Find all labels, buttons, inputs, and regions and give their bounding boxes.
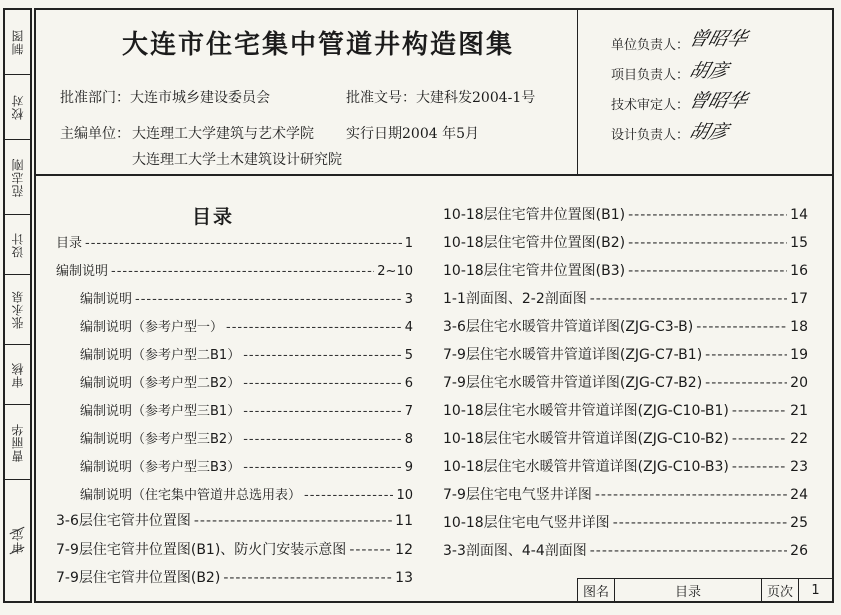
toc-entry: 10-18层住宅电气竖井详图 ----- 25 bbox=[443, 512, 808, 532]
toc-entry: 编制说明 ----- 2~10 bbox=[56, 260, 413, 279]
toc-entry: 编制说明（参考户型三B1） ----- 7 bbox=[80, 400, 413, 419]
approve-doc-no: 批准文号：大建科发2004-1号 bbox=[346, 90, 536, 106]
toc-entry: 10-18层住宅管井位置图(B1) ----- 14 bbox=[443, 204, 808, 224]
toc-entry: 7-9层住宅电气竖井详图 ----- 24 bbox=[443, 484, 808, 504]
toc-entry: 7-9层住宅水暖管井管道详图(ZJG-C7-B2) ----- 20 bbox=[443, 372, 808, 392]
editor-label: 主编单位： bbox=[60, 126, 130, 142]
signoff-strip bbox=[3, 8, 32, 603]
toc-entry: 7-9层住宅管井位置图(B1)、防火门安装示意图 ----- 12 bbox=[56, 539, 413, 559]
toc-entry: 3-3剖面图、4-4剖面图 ----- 26 bbox=[443, 540, 808, 560]
toc-entry: 1-1剖面图、2-2剖面图 ----- 17 bbox=[443, 288, 808, 308]
signature-project-head: 胡彦 bbox=[686, 60, 731, 82]
side-label-checker: 校对 bbox=[5, 75, 30, 140]
toc-entry: 目录 ----- 1 bbox=[56, 232, 413, 251]
side-label-approver-name: 曹丽华 bbox=[5, 405, 30, 480]
toc-entry: 7-9层住宅管井位置图(B2) ----- 13 bbox=[56, 567, 413, 587]
toc-entry: 3-6层住宅管井位置图 ----- 11 bbox=[56, 510, 413, 530]
editor-unit-1: 大连理工大学建筑与艺术学院 bbox=[132, 126, 314, 142]
toc-entry: 7-9层住宅水暖管井管道详图(ZJG-C7-B1) ----- 19 bbox=[443, 344, 808, 364]
editor-unit-2: 大连理工大学土木建筑设计研究院 bbox=[132, 152, 342, 168]
toc-entry: 10-18层住宅管井位置图(B2) ----- 15 bbox=[443, 232, 808, 252]
toc-entry: 10-18层住宅管井位置图(B3) ----- 16 bbox=[443, 260, 808, 280]
footer-page-value: 1 bbox=[811, 583, 820, 598]
side-label-final-approve: 审定 bbox=[11, 527, 25, 554]
side-label-review: 审核 bbox=[5, 345, 30, 405]
side-label-reviewer-name: 张永泉 bbox=[5, 275, 30, 345]
toc-entry: 编制说明（参考户型二B1） ----- 5 bbox=[80, 344, 413, 363]
header-divider bbox=[34, 174, 834, 176]
signature-design-head: 胡彦 bbox=[686, 121, 731, 143]
toc-entry: 10-18层住宅水暖管井管道详图(ZJG-C10-B1) ----- 21 bbox=[443, 400, 808, 420]
signature-unit-head: 曾昭华 bbox=[686, 28, 750, 50]
toc-entry: 10-18层住宅水暖管井管道详图(ZJG-C10-B3) ----- 23 bbox=[443, 456, 808, 476]
toc-entry: 编制说明（参考户型三B2） ----- 8 bbox=[80, 428, 413, 447]
resp-project-head: 项目负责人： bbox=[611, 68, 690, 83]
toc-heading: 目录 bbox=[192, 206, 235, 228]
footer-figname-label: 图名 bbox=[582, 585, 609, 600]
toc-entry: 编制说明 ----- 3 bbox=[80, 288, 413, 307]
effective-date: 实行日期2004 年5月 bbox=[346, 126, 479, 142]
toc-entry: 10-18层住宅水暖管井管道详图(ZJG-C10-B2) ----- 22 bbox=[443, 428, 808, 448]
resp-unit-head: 单位负责人： bbox=[611, 38, 690, 53]
toc-entry: 编制说明（参考户型一） ----- 4 bbox=[80, 316, 413, 335]
footer-page-label: 页次 bbox=[766, 585, 793, 600]
side-label-design: 设计 bbox=[5, 215, 30, 275]
side-label-approve: 制图 bbox=[5, 10, 30, 75]
atlas-title: 大连市住宅集中管道井构造图集 bbox=[122, 30, 515, 60]
toc-entry: 编制说明（参考户型三B3） ----- 9 bbox=[80, 456, 413, 475]
signature-tech-approver: 曾昭华 bbox=[686, 90, 750, 112]
toc-entry: 编制说明（住宅集中管道井总选用表） ----- 10 bbox=[80, 484, 413, 503]
header-vertical-divider bbox=[577, 8, 578, 174]
toc-entry: 编制说明（参考户型二B2） ----- 6 bbox=[80, 372, 413, 391]
resp-design-head: 设计负责人： bbox=[611, 128, 690, 143]
approve-dept: 批准部门：大连市城乡建设委员会 bbox=[60, 90, 270, 106]
resp-tech-approver: 技术审定人： bbox=[611, 98, 690, 113]
footer-figname-value: 目录 bbox=[674, 585, 701, 600]
footer-title-bar bbox=[577, 578, 834, 603]
side-label-designer-name: 范志刚 bbox=[5, 140, 30, 215]
toc-entry: 3-6层住宅水暖管井管道详图(ZJG-C3-B) ----- 18 bbox=[443, 316, 808, 336]
